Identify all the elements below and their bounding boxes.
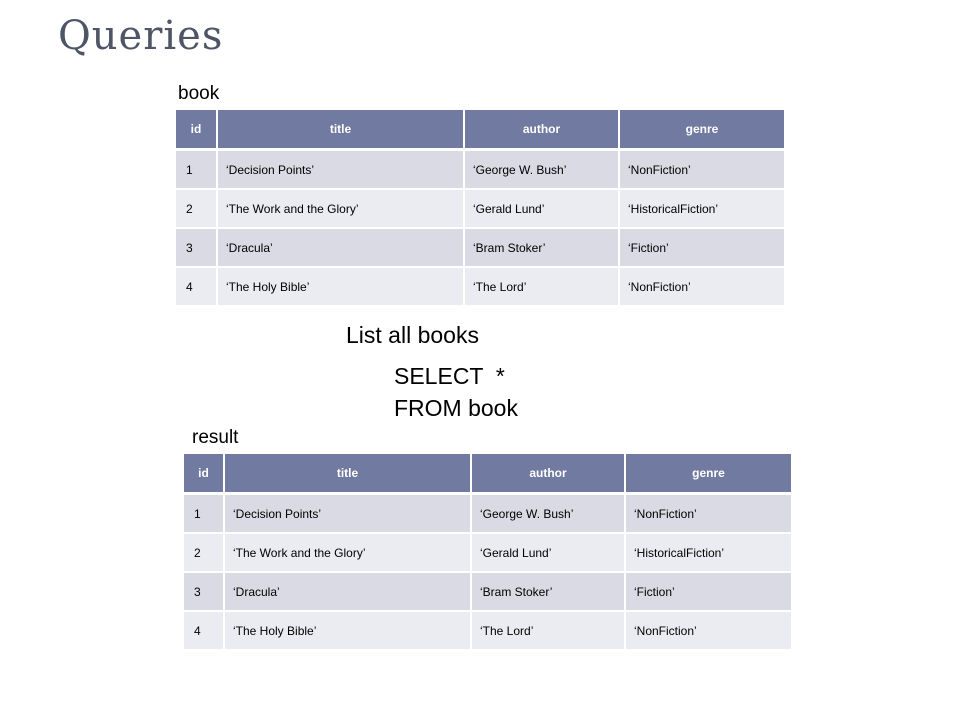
book-table-caption: book [178,83,220,104]
table-header-row [176,110,784,150]
cell-title: ‘Dracula’ [217,228,464,267]
column-header-genre: genre [625,454,791,494]
column-header-title: title [224,454,471,494]
table-row [184,611,791,650]
cell-title: ‘Dracula’ [224,572,471,611]
cell-id: 2 [184,533,224,572]
cell-id: 2 [176,189,217,228]
cell-genre: ‘Fiction’ [625,572,791,611]
cell-genre: ‘NonFiction’ [625,494,791,534]
sql-from-line: FROM book [394,395,518,421]
cell-id: 1 [176,150,217,190]
cell-author: ‘Bram Stoker’ [471,572,625,611]
cell-author: ‘The Lord’ [471,611,625,650]
cell-title: ‘Decision Points’ [217,150,464,190]
book-table [176,110,784,307]
column-header-id: id [176,110,217,150]
cell-id: 1 [184,494,224,534]
cell-id: 3 [176,228,217,267]
table-row [176,267,784,306]
sql-select-line: SELECT * [394,363,505,389]
cell-title: ‘Decision Points’ [224,494,471,534]
cell-genre: ‘NonFiction’ [625,611,791,650]
table-header-row [184,454,791,494]
cell-author: ‘Gerald Lund’ [464,189,619,228]
result-table-caption: result [192,427,239,448]
result-table [184,454,791,651]
cell-title: ‘The Work and the Glory’ [217,189,464,228]
cell-author: ‘George W. Bush’ [464,150,619,190]
cell-id: 3 [184,572,224,611]
table-row [176,228,784,267]
column-header-id: id [184,454,224,494]
cell-id: 4 [176,267,217,306]
cell-author: ‘Bram Stoker’ [464,228,619,267]
cell-title: ‘The Holy Bible’ [224,611,471,650]
cell-title: ‘The Work and the Glory’ [224,533,471,572]
table-row [184,533,791,572]
cell-genre: ‘NonFiction’ [619,150,784,190]
table-row [184,572,791,611]
table-row [184,494,791,534]
cell-genre: ‘HistoricalFiction’ [619,189,784,228]
page-title: Queries [58,13,224,59]
cell-author: ‘Gerald Lund’ [471,533,625,572]
query-description: List all books [346,322,479,348]
cell-author: ‘George W. Bush’ [471,494,625,534]
column-header-genre: genre [619,110,784,150]
cell-id: 4 [184,611,224,650]
table-row [176,189,784,228]
column-header-author: author [464,110,619,150]
column-header-title: title [217,110,464,150]
cell-genre: ‘Fiction’ [619,228,784,267]
cell-title: ‘The Holy Bible’ [217,267,464,306]
cell-author: ‘The Lord’ [464,267,619,306]
table-row [176,150,784,190]
sql-query [394,360,518,424]
cell-genre: ‘HistoricalFiction’ [625,533,791,572]
cell-genre: ‘NonFiction’ [619,267,784,306]
column-header-author: author [471,454,625,494]
